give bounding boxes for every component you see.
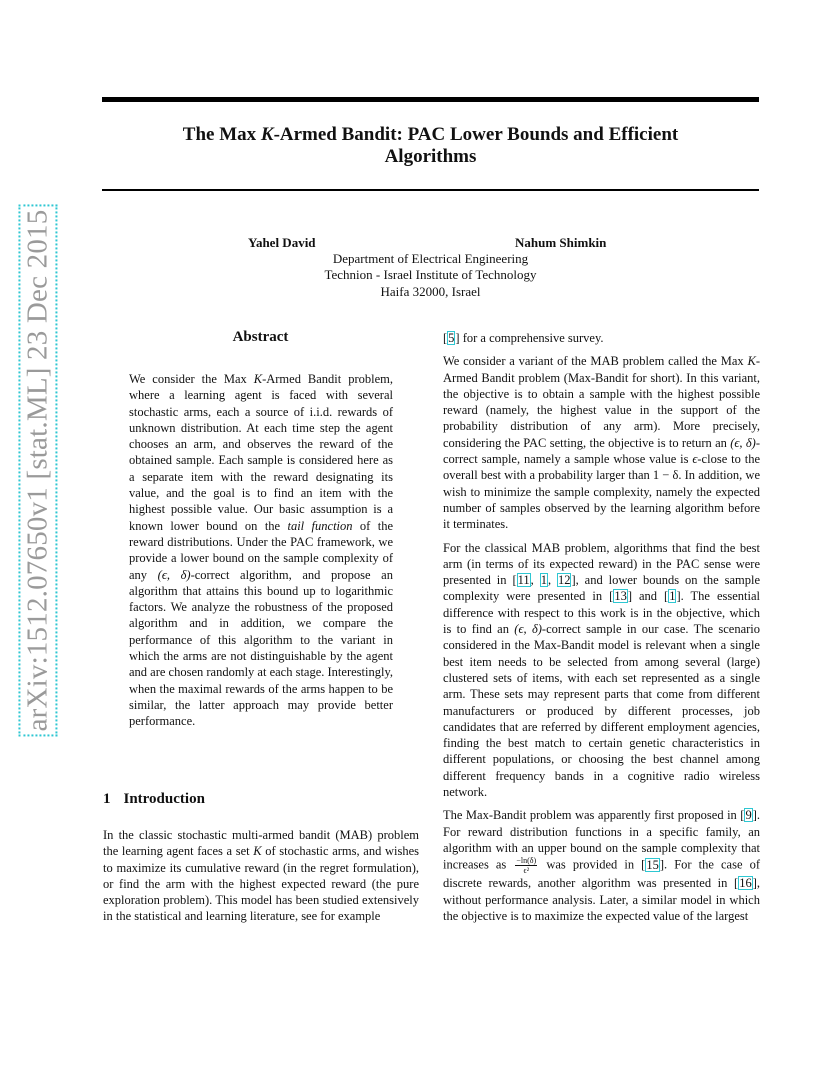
citation-link[interactable]: 5 bbox=[448, 331, 455, 345]
paragraph: We consider a variant of the MAB problem called the Max K-Armed Bandit problem (Max-Bandit for short). In this variant, the objective is to obtain a sample with the highest possible reward (namely, the highest value in the support of the probability distribution of any arm). More precisely, considering the PAC setting, the objective is to return an (ϵ, δ)-correct sample, namely a sample whose value is ϵ-close to the overall best with a probability larger than 1 − δ. In addition, we wish to minimize the sample complexity, namely the expected number of samples observed by the learning algorithm before it terminates. bbox=[443, 354, 760, 532]
paper-title: The Max K-Armed Bandit: PAC Lower Bounds and Efficient Algorithms bbox=[182, 124, 679, 167]
author-name: Nahum Shimkin bbox=[515, 235, 607, 250]
paragraph: The Max-Bandit problem was apparently first proposed in [9]. For reward distribution functions in a specific family, an algorithm with an upper bound on the sample complexity that increases as $\frac{-\ln(\delta)}{\text{ϵ²}}$ was provided in [15]. For the case of discrete rewards, another algorithm was presented in [16], without performance analysis. Later, a similar model in which the objective is to maximize the expected value of the largest bbox=[443, 808, 760, 923]
author-name: Yahel David bbox=[248, 235, 316, 250]
title-top-rule bbox=[102, 97, 759, 102]
affiliation-line: Department of Electrical Engineering bbox=[332, 251, 529, 266]
intro-column-right bbox=[443, 330, 760, 931]
paragraph: In the classic stochastic multi-armed bandit (MAB) problem the learning agent faces a set K of stochastic arms, and wishes to maximize its cumulative reward (in the regret formulation), or find the arm with the highest expected reward (the pure exploration problem). This model has been studied extensively in the statistical and learning literature, see for example bbox=[103, 828, 419, 924]
fraction: $\frac{-\ln(\delta)}{\text{ϵ²}}$ bbox=[516, 856, 537, 876]
paragraph: For the classical MAB problem, algorithms that find the best arm (in terms of its expected reward) in the PAC sense were presented in [11, 1, 12], and lower bounds on the sample complexity were presented in [13] and [1]. The essential difference with respect to this work is in the objective, which is to find an (ϵ, δ)-correct sample in our case. The scenario considered in the Max-Bandit model is relevant when a single best item needs to be selected from among several (large) clustered sets of items, with each set represented as a single arm. These sets may represent parts that come from different manufacturers or produced by different processes, job candidates that are referred by different employment agencies, finding the best match to certain genetic characteristics in different populations, or choosing the best channel among different frequency bands in a cognitive radio wireless network. bbox=[443, 540, 760, 800]
section-heading-introduction: 1 Introduction bbox=[103, 791, 205, 807]
paragraph: [5] for a comprehensive survey. bbox=[443, 331, 604, 345]
title-bottom-rule bbox=[102, 189, 759, 191]
intro-column-left bbox=[103, 827, 419, 925]
citation-link[interactable]: 15 bbox=[646, 857, 659, 872]
affiliation-line: Haifa 32000, Israel bbox=[380, 284, 481, 299]
citation-link[interactable]: 9 bbox=[745, 808, 752, 823]
citation-link[interactable]: 1 bbox=[669, 589, 676, 604]
citation-link[interactable]: 12 bbox=[557, 573, 571, 588]
citation-link[interactable]: 13 bbox=[614, 589, 627, 604]
citation-link[interactable]: 16 bbox=[739, 876, 752, 891]
affiliation-line: Technion - Israel Institute of Technology bbox=[324, 267, 537, 282]
arxiv-stamp[interactable]: arXiv:1512.07650v1 [stat.ML] 23 Dec 2015 bbox=[21, 209, 54, 731]
citation-link[interactable]: 1 bbox=[540, 573, 547, 588]
abstract-heading: Abstract bbox=[232, 329, 289, 345]
citation-link[interactable]: 11 bbox=[517, 573, 530, 588]
abstract-body: We consider the Max K-Armed Bandit problem, where a learning agent is faced with several stochastic arms, each a source of i.i.d. rewards of unknown distribution. At each time step the agent chooses an arm, and observes the reward of the obtained sample. Each sample is considered here as a separate item with the reward designating its value, and the goal is to find an item with the highest possible value. Our basic assumption is a known lower bound on the tail function of the reward distributions. Under the PAC framework, we provide a lower bound on the sample complexity of any (ϵ, δ)-correct algorithm, and propose an algorithm that attains this bound up to logarithmic factors. We analyze the robustness of the proposed algorithm and in addition, we compare the performance of this algorithm to the variant in which the arms are not distinguishable by the agent and are chosen randomly at each stage. Interestingly, when the maximal rewards of the arms happen to be similar, the latter approach may provide better performance. bbox=[129, 372, 394, 729]
